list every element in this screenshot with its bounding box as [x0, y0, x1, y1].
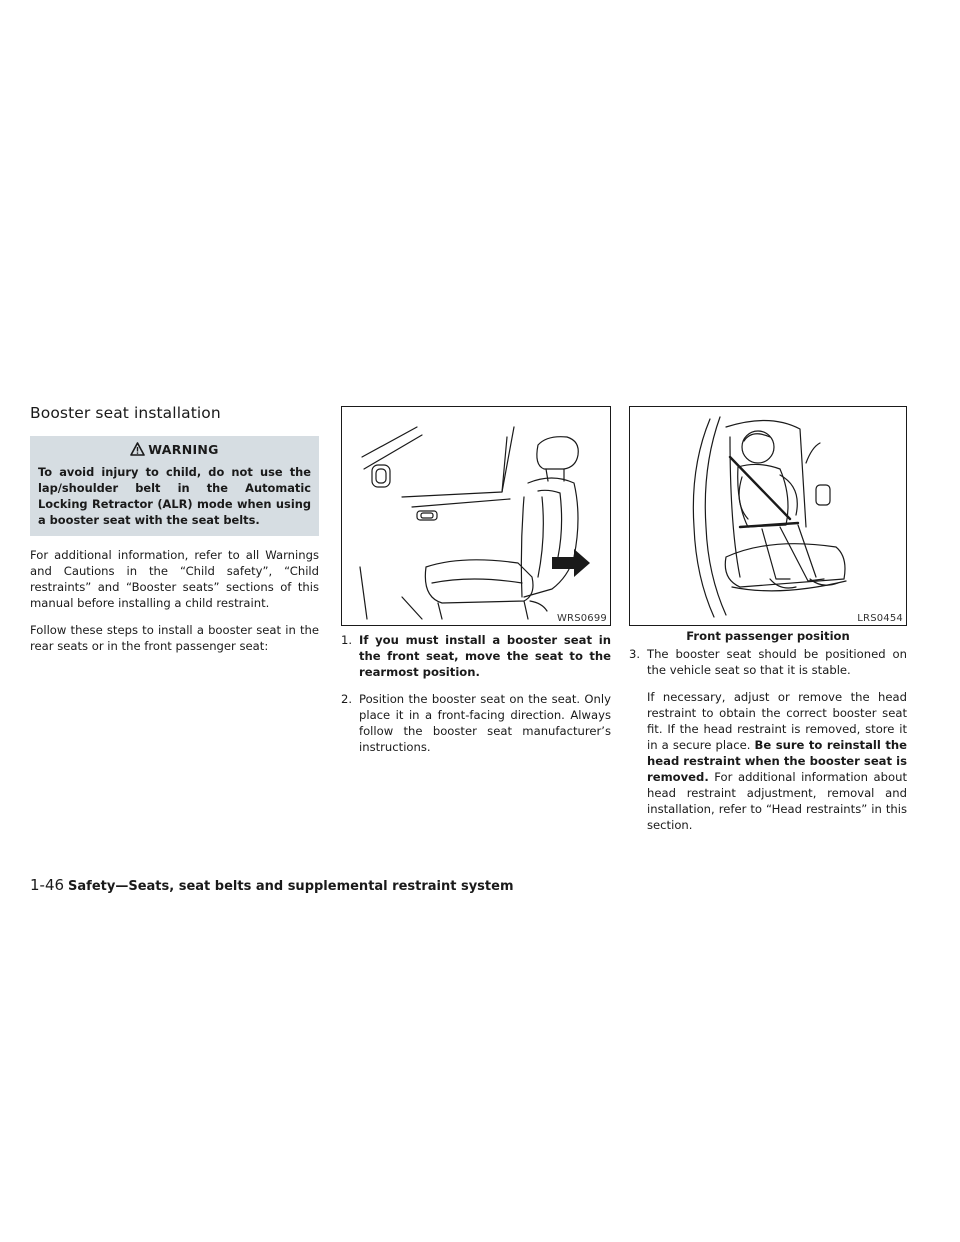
step-3	[629, 646, 907, 678]
step-1	[341, 632, 611, 680]
step-text: Position the booster seat on the seat. Only place it in a front-facing direction. Always follow the booster seat manufacturer’s instructions.	[359, 692, 611, 754]
intro-paragraph: For additional information, refer to all Warnings and Cautions in the “Child safety”, “Child restraints” and “Booster seats” sections of this manual before installing a child restraint.	[30, 548, 319, 610]
step-3-detail	[629, 689, 907, 833]
warning-label: WARNING	[148, 441, 219, 457]
step-number: 3.	[629, 647, 641, 661]
figure-caption: Front passenger position	[686, 629, 850, 643]
page-footer	[30, 876, 514, 894]
left-column	[30, 404, 319, 665]
chapter-title: Safety—Seats, seat belts and supplemental restraint system	[68, 879, 514, 894]
page-number: 1-46	[30, 876, 65, 894]
warning-header	[38, 436, 311, 462]
step-text: If you must install a booster seat in the front seat, move the seat to the rearmost position.	[359, 633, 611, 679]
step-2	[341, 691, 611, 755]
figure-seat-position	[341, 406, 611, 626]
step-3-detail-c: For additional information about head restraint adjustment, removal and installation, refer to “Head restraints” in this section.	[647, 770, 907, 832]
figure-booster-seat	[629, 406, 907, 626]
steps-intro-paragraph: Follow these steps to install a booster seat in the rear seats or in the front passenger seat:	[30, 623, 319, 653]
warning-text: To avoid injury to child, do not use the lap/shoulder belt in the Automatic Locking Retractor (ALR) mode when using a booster seat with the seat belts.	[38, 465, 311, 527]
step-number: 2.	[341, 692, 353, 706]
right-column	[629, 406, 907, 833]
booster-seat-child-illustration	[630, 407, 906, 623]
warning-box	[30, 436, 319, 536]
figure-code: LRS0454	[857, 613, 903, 624]
figure-code: WRS0699	[556, 613, 607, 624]
step-3-detail-b: Be sure to reinstall the head restraint when the booster seat is removed.	[647, 738, 907, 784]
middle-column	[341, 406, 611, 755]
section-title: Booster seat installation	[30, 404, 221, 422]
step-3-detail-a: If necessary, adjust or remove the head restraint to obtain the correct booster seat fit. If the head restraint is removed, store it in a secure place.	[647, 690, 907, 752]
step-text: The booster seat should be positioned on the vehicle seat so that it is stable.	[647, 647, 907, 677]
warning-icon	[130, 442, 145, 456]
front-seat-illustration	[342, 407, 610, 623]
step-number: 1.	[341, 633, 353, 647]
